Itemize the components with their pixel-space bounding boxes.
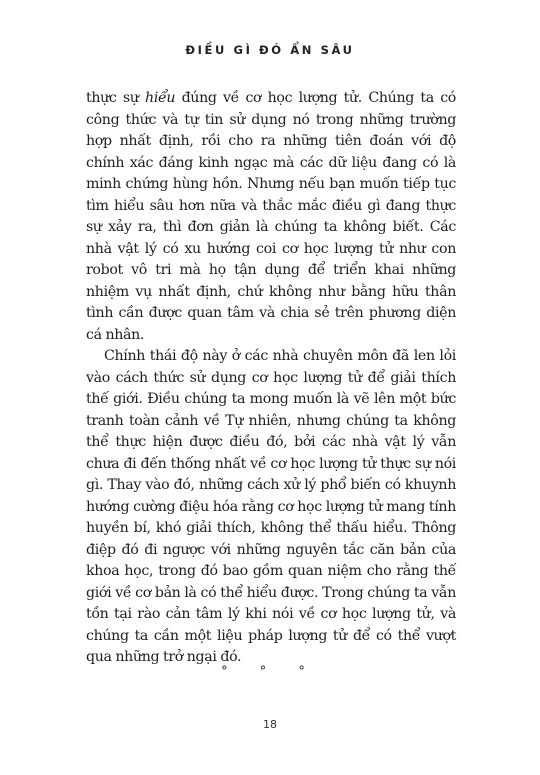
body-text (86, 88, 456, 669)
page-number: 18 (263, 718, 277, 731)
paragraph-1-start: thực sự (86, 90, 146, 106)
paragraph-2: Chính thái độ này ở các nhà chuyên môn đã len lỏi vào cách thức sử dụng cơ học lượng tử để giải thích thế giới. Điều chúng ta mong muốn là vẽ lên một bức tranh toàn cảnh về Tự nhiên, nhưng chúng ta không thể thực hiện được điều đó, bởi các nhà vật lý vẫn chưa đi đến thống nhất về cơ học lượng tử thực sự nói gì. Thay vào đó, những cách xử lý phổ biến có khuynh hướng cường điệu hóa rằng cơ học lượng tử mang tính huyền bí, khó giải thích, không thể thấu hiểu. Thông điệp đó đi ngược với những nguyên tắc căn bản của khoa học, trong đó bao gồm quan niệm cho rằng thế giới về cơ bản là có thể hiểu được. Trong chúng ta vẫn tồn tại rào cản tâm lý khi nói về cơ học lượng tử, và chúng ta cần một liệu pháp lượng tử để có thể vượt qua những trở ngại đó. (86, 348, 456, 665)
running-head: ĐIỀU GÌ ĐÓ ẨN SÂU (185, 43, 355, 57)
section-break-ornament: ° ° ° (221, 664, 319, 679)
emphasis-word: hiểu (145, 90, 176, 106)
paragraph-1 (86, 88, 456, 346)
paragraph-1-rest: đúng về cơ học lượng tử. Chúng ta có công thức và tự tin sử dụng nó trong những trường hợp nhất định, rồi cho ra những tiên đoán với độ chính xác đáng kinh ngạc mà các dữ liệu đang có là minh chứng hùng hồn. Nhưng nếu bạn muốn tiếp tục tìm hiểu sâu hơn nữa và thắc mắc điều gì đang thực sự xảy ra, thì đơn giản là chúng ta không biết. Các nhà vật lý có xu hướng coi cơ học lượng tử như con robot vô tri mà họ tận dụng để triển khai những nhiệm vụ nhất định, chứ không như bằng hữu thân tình cần được quan tâm và chia sẻ trên phương diện cá nhân. (86, 90, 456, 343)
